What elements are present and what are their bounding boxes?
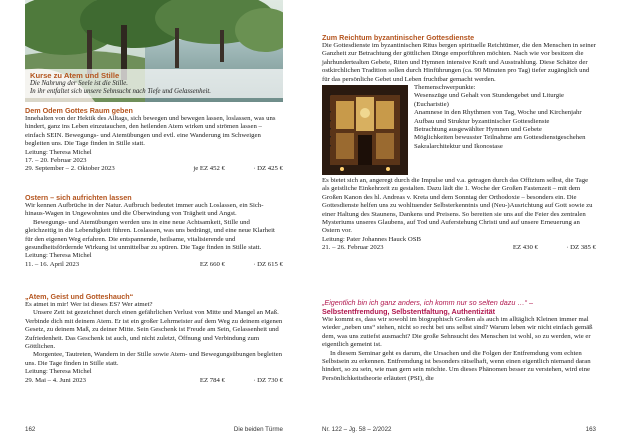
page-number: 163 <box>585 426 596 433</box>
left-page <box>0 0 309 438</box>
hero-title: Kurse zu Atem und Stille <box>30 71 120 80</box>
page-number: 162 <box>25 426 36 433</box>
price-row <box>25 261 283 269</box>
course-text: Die Gottesdienste im byzantinischen Ritus bergen spirituelle Reichtümer, die den Menschen in seiner Ganzheit zur Betrachtung der göttlichen Dinge emporführen möchten. Nach wie vor besitzen die jahrhundertealten Gebete, Riten und Hymnen intensive Kraft und Ausstrahlung. Diese Schätze der ostkirchlichen Tradition sollen durch Hinführungen (ca. 90 Minuten pro Tag) tiefer zugänglich und für das persönliche Gebet und Leben fruchtbar gemacht werden. <box>322 42 596 83</box>
course-text: Unsere Zeit ist gezeichnet durch einen gefährlichen Verlust von Mitte und Mangel an Maß. Verbinde dich mit deinem Atem. Er ist ein großer Lehrmeister auf dem Weg zu deinem eigenen Gesetz, zu deinem Maß, zu deiner Mitte. Sein Geschenk ist Freude am Sein, Gelassenheit und Zufriedenheit. Das Geschenk ist auch, und nicht zuletzt, Öffnung und Verbindung zum Göttlichen. <box>25 309 283 351</box>
price-ez: EZ 784 € <box>199 376 225 384</box>
price-row <box>322 244 596 252</box>
course-title: Zum Reichtum byzantinischer Gottesdienste <box>322 33 475 42</box>
course-atem <box>25 292 283 385</box>
page-footer <box>322 426 596 433</box>
list-item: • Anamnese in den Rhythmen von Tag, Woche und Kirchenjahr <box>330 109 596 117</box>
list-item: • Sakralarchitektur und Ikonostase <box>330 143 596 151</box>
list-item: • Betrachtung ausgewählter Hymnen und Gebete <box>330 126 596 134</box>
lakeside-trees-photo <box>25 0 283 102</box>
right-page <box>310 0 619 438</box>
price-dz: · DZ 425 € <box>253 165 283 173</box>
course-text: Es atmet in mir! Wer ist dieses ES? Wer atmet? <box>25 301 153 308</box>
price-dz: · DZ 730 € <box>253 376 283 384</box>
course-date: 17. – 20. Februar 2023 <box>25 157 87 165</box>
course-selbst <box>322 298 596 383</box>
price-dz: · DZ 385 € <box>566 244 596 252</box>
price-row <box>25 377 283 385</box>
course-title-line1: „Eigentlich bin ich ganz anders, ich komm nur so selten dazu …“ – <box>322 298 533 307</box>
photo-caption <box>25 69 283 98</box>
price-ez: EZ 660 € <box>199 260 225 268</box>
course-date: 29. Mai – 4. Juni 2023 <box>25 376 86 384</box>
course-title-line2: Selbstentfremdung, Selbstentfaltung, Authentizität <box>322 307 496 316</box>
course-text: Es bietet sich an, angeregt durch die Impulse und v.a. getragen durch das Offizium selbst, die Tage als geistliche Einkehrzeit zu gestalten. Dazu lädt die 1. Woche der Großen Fastenzeit – mit dem Großen Kanon des hl. Andreas v. Kreta und dem Sonntag der Orthodoxie – besonders ein. Die Gottesdienste helfen uns zu wohltuender Selbsterkenntnis und (Neu-)Ausrichtung auf Gott sowie zu einer Haltung des Staunens, Dankens und Preisens. So bereiten sie uns auf die Feier des zentralen Mysteriums unseres Glaubens, auf Tod und Auferstehung Christi und auf unsere Erneuerung an Ostern vor. <box>322 177 593 235</box>
course-date: 29. September – 2. Oktober 2023 <box>25 165 115 173</box>
course-text: Wie kommt es, dass wir sowohl im biographisch Großen als auch im alltäglich Kleinen immer mal wieder „neben uns“ stehen, nicht so recht bei uns selbst sind? Warum leben wir nicht einfach gemäß dem, was uns zutiefst ausmacht? Die große Sehnsucht des Menschen ist wohl, so zu werden, wie er eigentlich gemeint ist. <box>322 316 593 349</box>
price-dz: · DZ 615 € <box>253 260 283 268</box>
course-date: 21. – 26. Februar 2023 <box>322 244 384 252</box>
page-footer <box>25 426 283 433</box>
issue-info: Nr. 122 – Jg. 58 – 2/2022 <box>322 426 392 433</box>
course-leader: Leitung: Theresa Michel <box>25 148 92 156</box>
course-leader: Leitung: Theresa Michel <box>25 252 92 260</box>
hero-line: In ihr entfaltet sich unsere Sehnsucht nach Tiefe und Gelassenheit. <box>30 88 211 95</box>
course-date: 11. – 16. April 2023 <box>25 260 80 268</box>
focus-list <box>322 92 596 151</box>
price-ez: je EZ 452 € <box>193 165 225 173</box>
course-text: Innehalten von der Hektik des Alltags, sich bewegen und bewegen lassen, loslassen, was uns hindert, ganz ins Leben einzutauchen, den heilenden Atem wirken und strömen lassen – einfach SEIN. Bewegungs- und Atemübungen und evtl. eine Wanderung im Schweigen begleiten uns. Die Tage finden in Stille statt. <box>25 115 276 148</box>
course-title: „Atem, Geist und Gotteshauch“ <box>25 292 134 301</box>
hero-line: Die Nahrung der Seele ist die Stille. <box>30 80 128 87</box>
focus-label: Themenschwerpunkte: <box>414 84 476 92</box>
course-byzantine <box>322 33 596 253</box>
course-title: Dem Odem Gottes Raum geben <box>25 106 133 115</box>
course-ostern <box>25 193 283 269</box>
course-text: In diesem Seminar geht es darum, die Ursachen und die Folgen der Entfremdung vom echten Selbstsein zu erkennen. Entfremdung ist besonders rätselhaft, wenn einen eigentlich niemand daran hindert, so zu sein, wie man gern sein möchte. Um dieses Phänomen besser zu verstehen, wird eine Persönlichkeitstheorie erläutert (PSI), die <box>322 349 591 382</box>
course-text: Bewegungs- und Atemübungen werden uns in eine neue Achtsamkeit, Stille und gleichzeitig in die Lebendigkeit führen. Loslassen, was uns bedrängt, und eine neue Klarheit für den eigenen Weg erfahren. Die entspannende, heilsame, vitalisierende und gesundheitsfördernde Wirkung ist unmittelbar zu spüren. Die Tage finden in Stille statt. <box>25 218 275 252</box>
course-leader: Leitung: Pater Johannes Hauck OSB <box>322 235 421 243</box>
list-item: • Aufbau und Struktur byzantinischer Gottesdienste <box>330 118 596 126</box>
list-item: • Möglichkeiten bewusster Teilnahme am Gottesdienstgeschehen <box>330 134 596 142</box>
course-odem <box>25 106 283 174</box>
course-leader: Leitung: Theresa Michel <box>25 368 92 376</box>
list-item: • Wesenszüge und Gehalt von Stundengebet und Liturgie (Eucharistie) <box>330 92 596 109</box>
price-row <box>25 165 283 173</box>
course-title: Ostern – sich aufrichten lassen <box>25 193 132 202</box>
course-text: Wir kennen Aufbrüche in der Natur. Aufbruch bedeutet immer auch Loslassen, ein Sich-hinaus-Wagen in Ungewohntes und die Überwindung von Trägheit und Angst. <box>25 202 264 218</box>
publication-title: Die beiden Türme <box>233 426 283 433</box>
course-text: Morgentee, Tautreten, Wandern in der Stille sowie Atem- und Bewegungsübungen begleiten uns. Die Tage finden in Stille statt. <box>25 351 283 367</box>
price-ez: EZ 430 € <box>512 244 538 252</box>
